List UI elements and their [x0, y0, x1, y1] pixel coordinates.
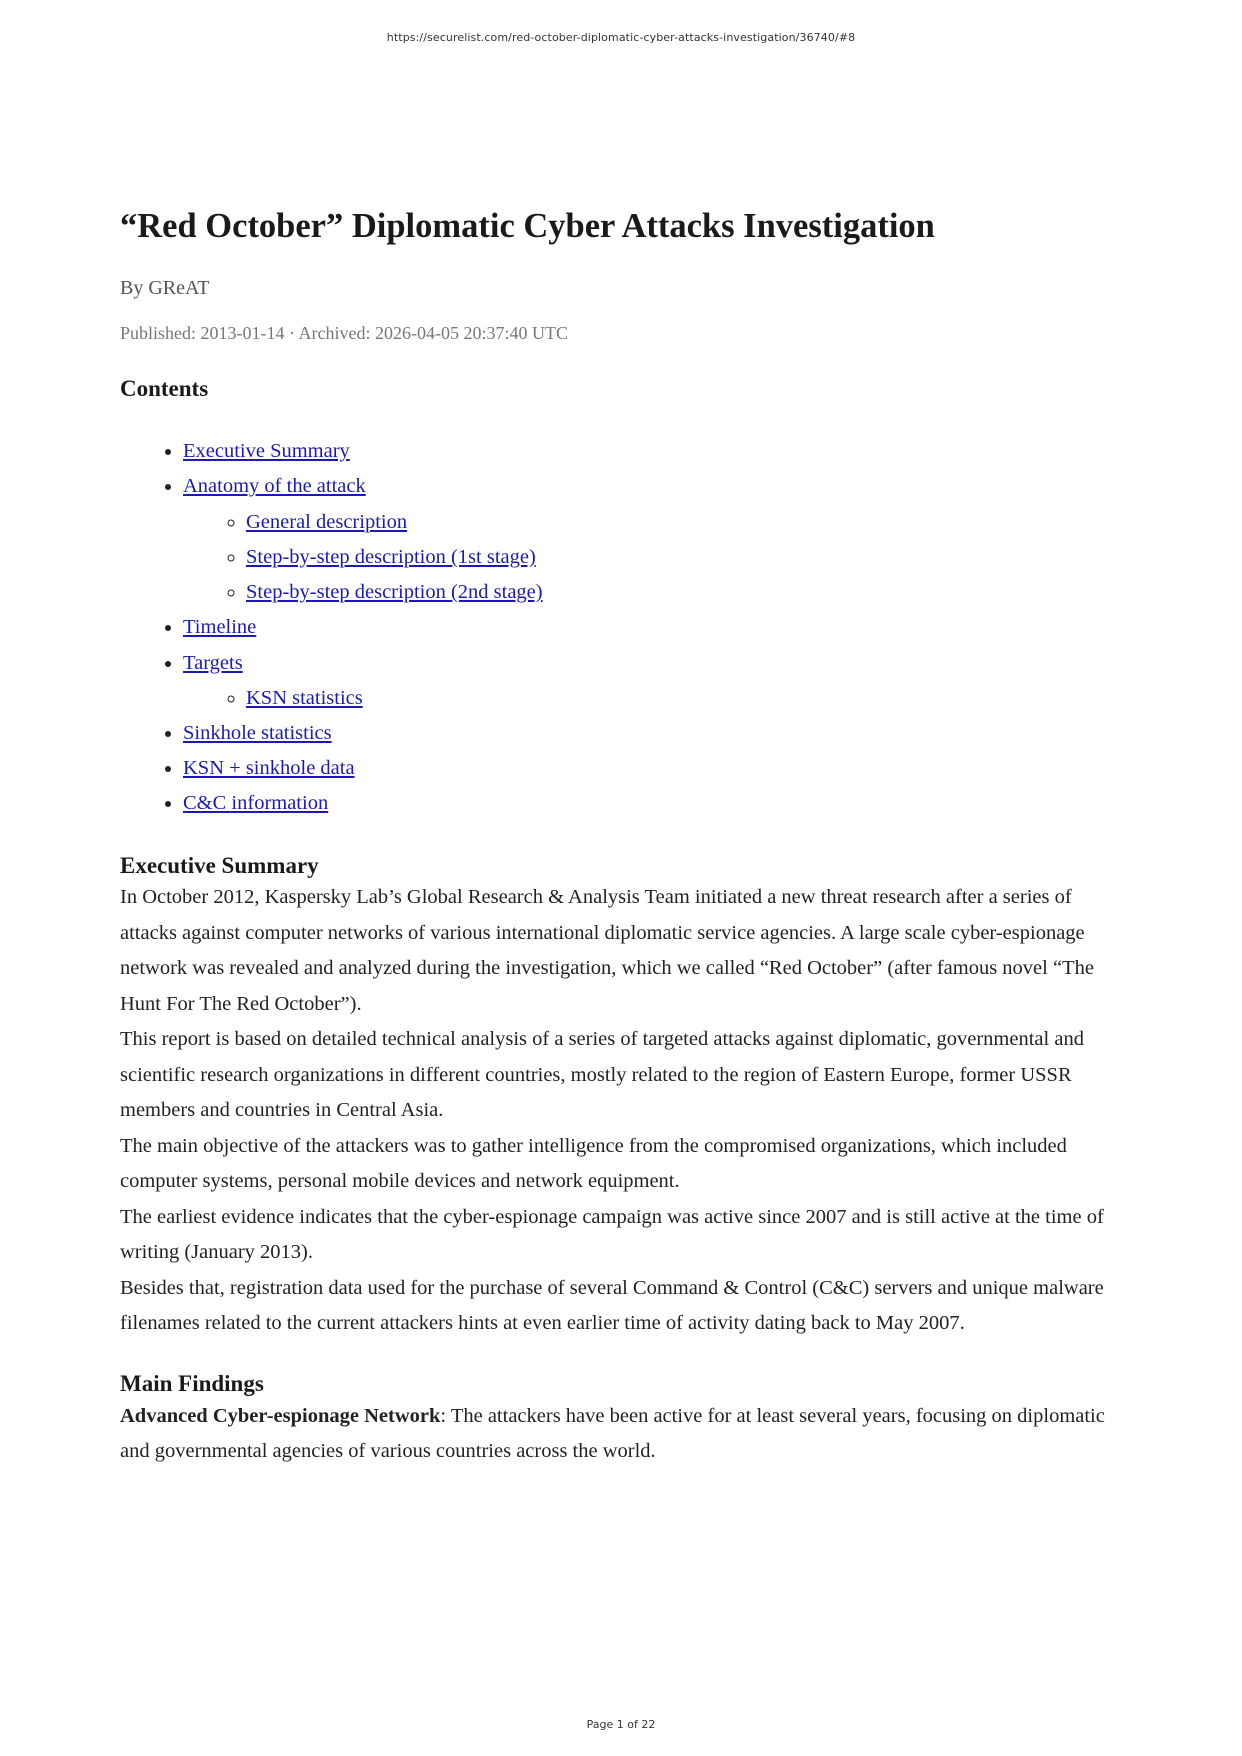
page-header-url: https://securelist.com/red-october-diplomatic-cyber-attacks-investigation/36740/#8	[386, 31, 856, 44]
toc-item	[183, 434, 1122, 469]
finding-term: Advanced Cyber-espionage Network	[120, 1404, 441, 1427]
toc-subitem	[246, 540, 1122, 575]
toc-sublist	[183, 505, 1122, 611]
toc-sublist	[183, 681, 1122, 716]
toc-item	[183, 751, 1122, 786]
article	[120, 206, 1122, 1470]
summary-paragraph-2: This report is based on detailed technical analysis of a series of targeted attacks against diplomatic, governmental and scientific research organizations in different countries, mostly related to the region of Eastern Europe, former USSR members and countries in Central Asia.	[120, 1028, 1084, 1122]
toc-link-anatomy[interactable]: Anatomy of the attack	[183, 475, 366, 498]
toc-item	[183, 610, 1122, 645]
article-title: “Red October” Diplomatic Cyber Attacks Investigation	[120, 207, 935, 245]
summary-paragraph-3: The main objective of the attackers was to gather intelligence from the compromised organizations, which included computer systems, personal mobile devices and network equipment.	[120, 1134, 1067, 1193]
toc-item	[183, 646, 1122, 716]
summary-paragraph-4: The earliest evidence indicates that the cyber-espionage campaign was active since 2007 and is still active at the time of writing (January 2013).	[120, 1205, 1104, 1264]
toc-link-step-1st[interactable]: Step-by-step description (1st stage)	[246, 545, 536, 568]
summary-paragraph-5: Besides that, registration data used for the purchase of several Command & Control (C&C) servers and unique malware filenames related to the current attackers hints at even earlier time of activity dating back to May 2007.	[120, 1276, 1104, 1335]
toc-link-executive-summary[interactable]: Executive Summary	[183, 440, 350, 463]
toc-link-step-2nd[interactable]: Step-by-step description (2nd stage)	[246, 581, 543, 604]
toc-link-ksn-statistics[interactable]: KSN statistics	[246, 686, 363, 709]
toc-link-ksn-sinkhole-data[interactable]: KSN + sinkhole data	[183, 757, 355, 780]
finding-text: : The attackers have been active for at least several years, focusing on diplomatic and governmental agencies of various countries across the world.	[120, 1404, 1105, 1463]
toc-subitem	[246, 505, 1122, 540]
toc-item	[183, 786, 1122, 821]
toc-subitem	[246, 575, 1122, 610]
toc-item	[183, 469, 1122, 610]
toc-link-timeline[interactable]: Timeline	[183, 616, 257, 639]
toc-link-sinkhole-statistics[interactable]: Sinkhole statistics	[183, 721, 332, 744]
toc-subitem	[246, 681, 1122, 716]
executive-summary-heading: Executive Summary	[120, 852, 319, 878]
finding-paragraph	[120, 1399, 1122, 1470]
summary-paragraph-1: In October 2012, Kaspersky Lab’s Global Research & Analysis Team initiated a new threat research after a series of attacks against computer networks of various international diplomatic service agencies. A large scale cyber-espionage network was revealed and analyzed during the investigation, which we called “Red October” (after famous novel “The Hunt For The Red October”).	[120, 886, 1094, 1015]
main-findings-heading: Main Findings	[120, 1370, 264, 1396]
article-byline: By GReAT	[120, 277, 210, 300]
table-of-contents	[120, 434, 1122, 821]
toc-link-cc-information[interactable]: C&C information	[183, 792, 329, 815]
page-footer: Page 1 of 22	[586, 1718, 656, 1731]
toc-link-targets[interactable]: Targets	[183, 651, 243, 674]
toc-item	[183, 716, 1122, 751]
contents-heading: Contents	[120, 376, 209, 402]
article-meta: Published: 2013-01-14 · Archived: 2026-04-05 20:37:40 UTC	[120, 323, 568, 344]
toc-link-general-description[interactable]: General description	[246, 510, 408, 533]
